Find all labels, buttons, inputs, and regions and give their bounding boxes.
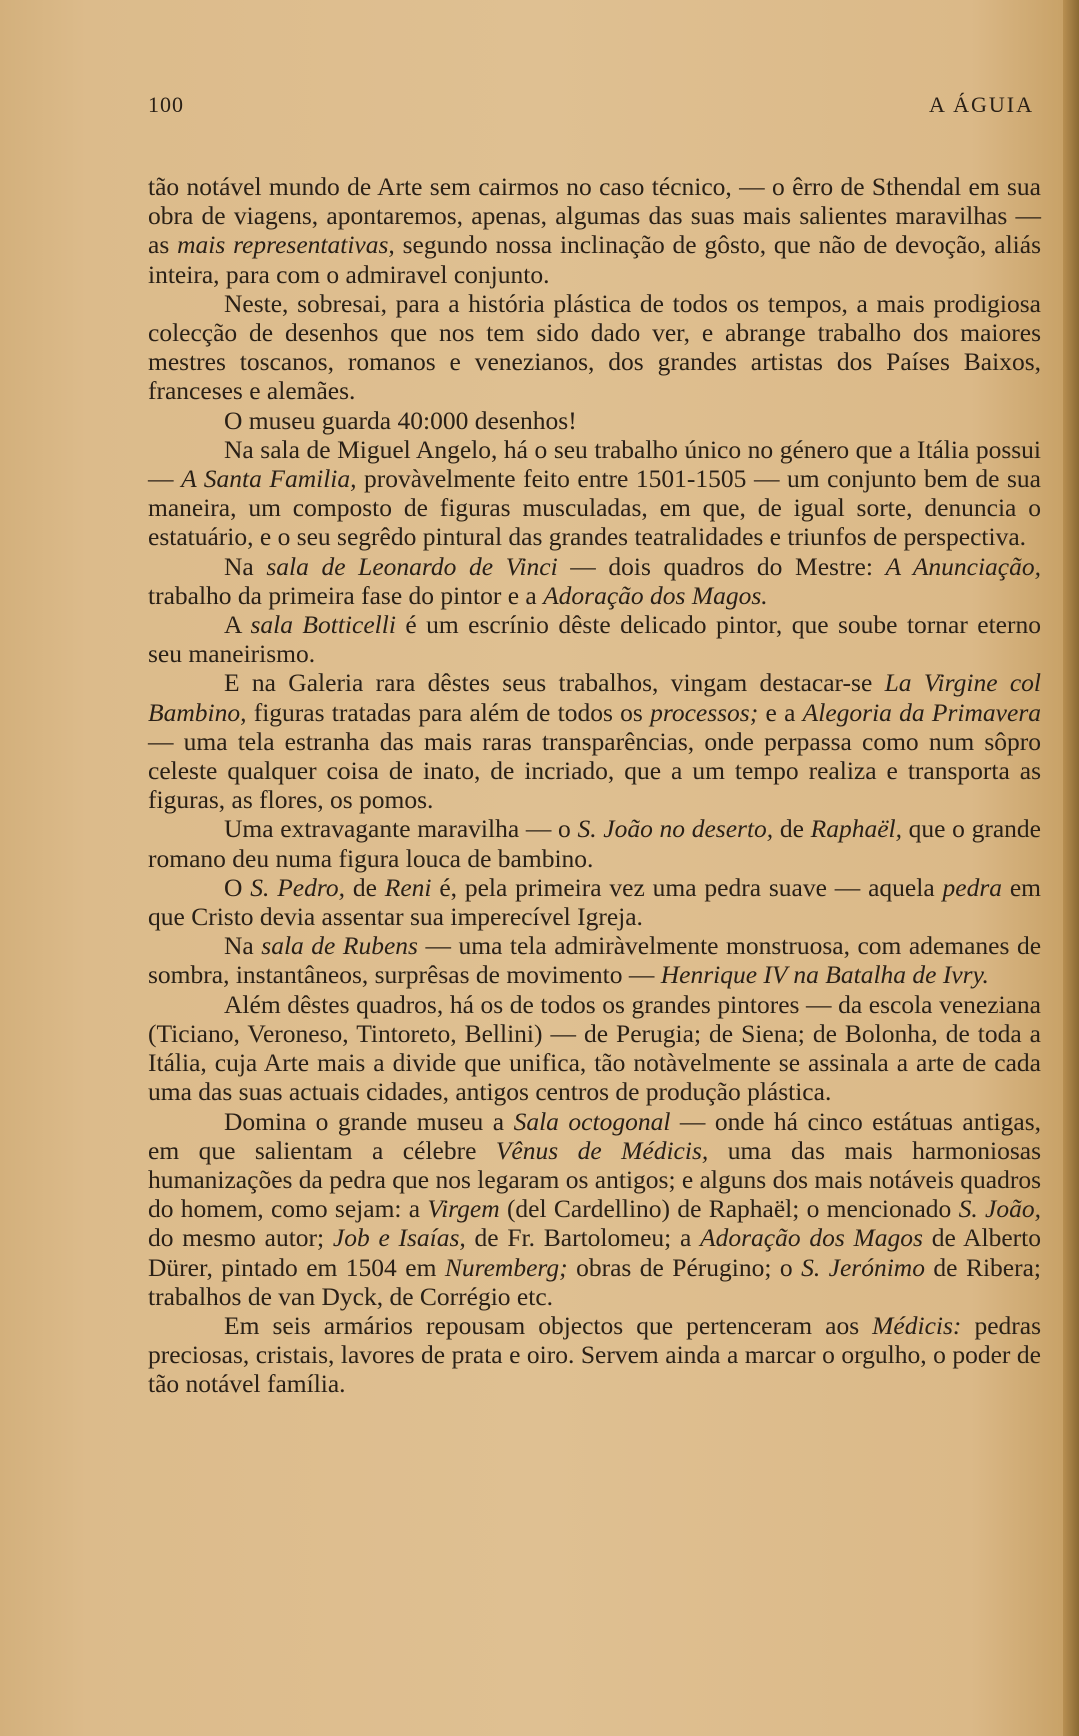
italic-text: sala de Leonardo de Vinci [266, 551, 558, 581]
italic-text: S. Jerónimo [801, 1252, 925, 1282]
italic-text: Sala octogonal [513, 1106, 671, 1136]
paragraph [148, 406, 1041, 435]
italic-text: Job e Isaías, [332, 1223, 466, 1253]
italic-text: Adoração dos Magos [700, 1223, 923, 1253]
italic-text: Henrique IV na Batalha de Ivry. [660, 960, 989, 990]
text-segment: figuras tratadas para além de todos os [246, 697, 651, 727]
italic-text: processos; [650, 697, 759, 727]
text-segment: do mesmo autor; [148, 1223, 333, 1253]
text-segment: — onde há cinco estátuas antigas, em que salientam a célebre [148, 1106, 1041, 1165]
paragraph [148, 172, 1041, 289]
text-segment: Na sala de Miguel Angelo, há o seu trabalho único no género que a Itália possui — [148, 434, 1041, 494]
page-header [148, 92, 1034, 122]
paragraph [148, 1311, 1041, 1399]
italic-text: S. João, [958, 1194, 1041, 1224]
text-segment: (del Cardellino) de Raphaël; o mencionado [499, 1194, 959, 1224]
text-segment: Em seis armários repousam objectos que pertenceram aos [224, 1310, 873, 1340]
text-segment: e a [758, 697, 803, 727]
italic-text: Vênus de Médicis, [495, 1135, 709, 1165]
body-text [148, 172, 1041, 1399]
italic-text: mais representativas, [177, 230, 395, 260]
italic-text: Alegoria da Primavera [802, 697, 1041, 727]
italic-text: sala de Rubens [261, 931, 418, 961]
paragraph [148, 668, 1041, 814]
italic-text: Adoração dos Magos. [543, 580, 768, 610]
italic-text: Raphaël, [810, 814, 902, 844]
page-number: 100 [148, 92, 184, 117]
text-segment: A [224, 610, 251, 640]
italic-text: Nuremberg; [444, 1252, 568, 1282]
italic-text: sala Botticelli [250, 610, 396, 640]
text-segment: trabalho da primeira fase do pintor e a [148, 580, 544, 610]
italic-text: Reni [384, 872, 432, 902]
text-segment: Neste, sobresai, para a história plástica de todos os tempos, a mais prodigiosa colecção de desenhos que nos tem sido dado ver, e abrange trabalho dos maiores mestres toscanos, romanos e venezianos, dos grandes artistas dos Países Baixos, franceses e alemães. [148, 288, 1041, 406]
text-segment: provàvelmente feito entre 1501-1505 — um conjunto bem de sua maneira, um composto de figuras musculadas, em que, de igual sorte, denuncia o estatuário, e o seu segrêdo pintural das grandes teatralidades e triunfos de perspectiva. [148, 464, 1042, 552]
text-segment: que o grande romano deu numa figura louca de bambino. [148, 814, 1041, 873]
italic-text: S. Pedro, [250, 872, 345, 902]
text-segment: Na [224, 931, 262, 961]
text-segment: tão notável mundo de Arte sem cairmos no caso técnico, — o êrro de Sthendal em sua obra de viagens, apontaremos, apenas, algumas das suas mais salientes maravilhas — as [148, 172, 1041, 260]
paragraph [148, 435, 1041, 552]
text-segment: é um escrínio dêste delicado pintor, que soube tornar eterno seu maneirismo. [148, 610, 1041, 669]
italic-text: Médicis: [872, 1310, 962, 1340]
paragraph [148, 610, 1041, 668]
page-edge [1063, 0, 1079, 1736]
text-segment: — dois quadros do Mestre: [557, 551, 886, 581]
text-segment: é, pela primeira vez uma pedra suave — aquela [431, 872, 943, 902]
text-segment: de Fr. Bartolomeu; a [465, 1223, 701, 1253]
italic-text: A Santa Familia, [181, 464, 357, 494]
paragraph [148, 289, 1041, 406]
text-segment: Uma extravagante maravilha — o [224, 814, 578, 844]
text-segment: obras de Pérugino; o [567, 1252, 802, 1282]
paragraph [148, 1107, 1041, 1311]
italic-text: pedra [942, 872, 1002, 902]
text-segment: em que Cristo devia assentar sua imperecível Igreja. [148, 872, 1041, 932]
text-segment: de Ribera; trabalhos de van Dyck, de Corrégio etc. [148, 1252, 1042, 1311]
text-segment: Domina o grande museu a [224, 1106, 514, 1136]
text-segment: de Alberto Dürer, pintado em 1504 em [148, 1223, 1041, 1282]
text-segment: Na [224, 551, 267, 581]
text-segment: O museu guarda 40:000 desenhos! [224, 405, 577, 435]
text-segment: segundo nossa inclinação de gôsto, que não de devoção, aliás inteira, para com o admiravel conjunto. [148, 230, 1041, 289]
paragraph [148, 552, 1041, 610]
italic-text: La Virgine col Bambino, [148, 668, 1042, 727]
text-segment: uma das mais harmoniosas humanizações da pedra que nos legaram os antigos; e alguns dos mais notáveis quadros do homem, como sejam: a [148, 1135, 1042, 1224]
text-segment: Além dêstes quadros, há os de todos os grandes pintores — da escola veneziana (Ticiano, Veroneso, Tintoreto, Bellini) — de Perugia; de Siena; de Bolonha, de toda a Itália, cuja Arte mais a divide que unifica, tão notàvelmente se assinala a arte de cada uma das suas actuais cidades, antigos centros de produção plástica. [148, 989, 1041, 1107]
text-segment: de [773, 814, 811, 844]
text-segment: O [224, 872, 251, 902]
italic-text: A Anunciação, [885, 551, 1041, 581]
text-segment: de [344, 872, 385, 902]
running-title: A ÁGUIA [928, 92, 1034, 117]
italic-text: S. João no deserto, [577, 814, 774, 844]
paragraph [148, 814, 1041, 872]
text-segment: — uma tela admiràvelmente monstruosa, com ademanes de sombra, instantâneos, surprêsas de movimento — [148, 931, 1042, 990]
text-segment: — uma tela estranha das mais raras transparências, onde perpassa como num sôpro celeste qualquer coisa de inato, de incriado, que a um tempo realiza e transporta as figuras, as flores, os pomos. [148, 726, 1041, 815]
text-segment: E na Galeria rara dêstes seus trabalhos, vingam destacar-se [224, 668, 885, 698]
text-segment: pedras preciosas, cristais, lavores de prata e oiro. Servem ainda a marcar o orgulho, o poder de tão notável família. [148, 1310, 1041, 1399]
italic-text: Virgem [427, 1194, 500, 1224]
paragraph [148, 990, 1041, 1107]
paragraph [148, 931, 1041, 989]
paragraph [148, 873, 1041, 931]
